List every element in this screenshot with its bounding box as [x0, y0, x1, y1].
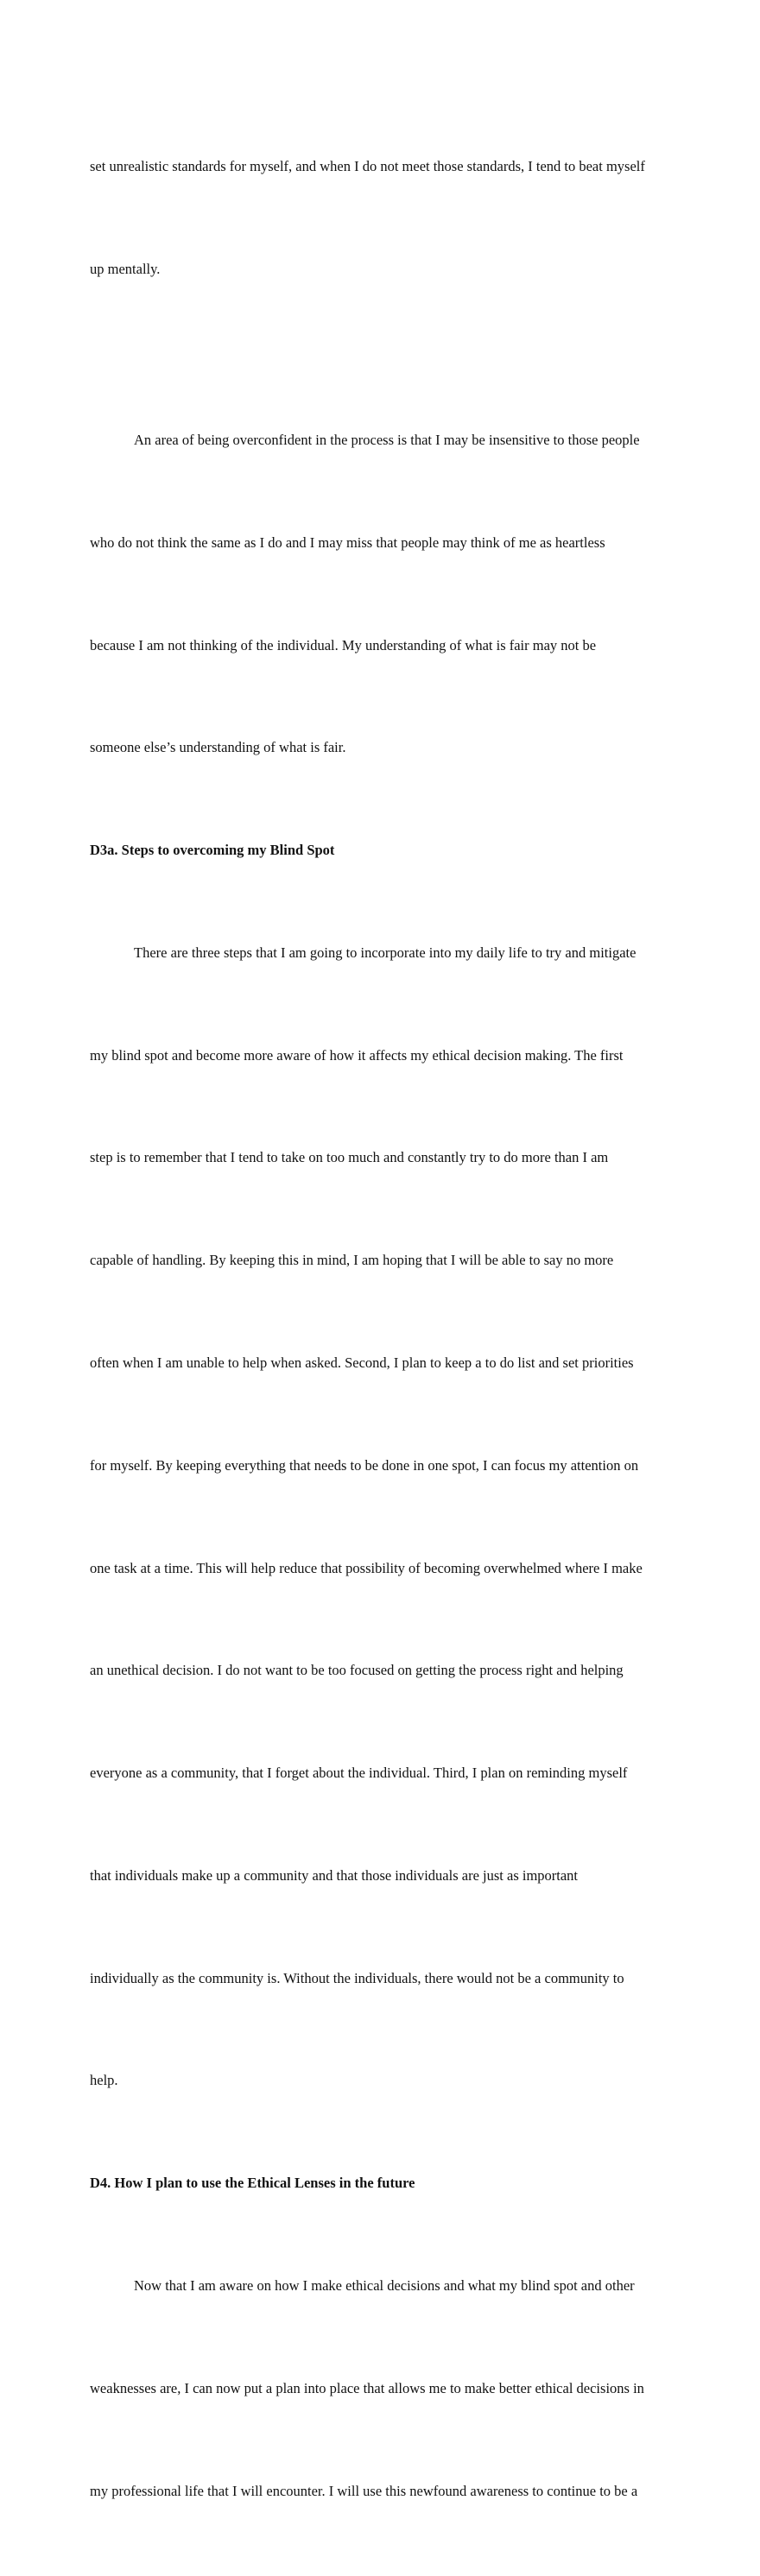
- text-line: one task at a time. This will help reduce that possibility of becoming overwhelmed where I make: [90, 1559, 643, 1576]
- text-line: my professional life that I will encounter. I will use this newfound awareness to continue to be a: [90, 2482, 638, 2499]
- text-line: An area of being overconfident in the process is that I may be insensitive to those people: [134, 431, 640, 448]
- text-line: an unethical decision. I do not want to be too focused on getting the process right and helping: [90, 1662, 624, 1679]
- text-line: set unrealistic standards for myself, and when I do not meet those standards, I tend to beat myself: [90, 158, 645, 175]
- paragraph-3: [90, 868, 675, 2167]
- text-line: my blind spot and become more aware of how it affects my ethical decision making. The first: [90, 1046, 624, 1064]
- text-line: everyone as a community, that I forget about the individual. Third, I plan on reminding myself: [90, 1765, 628, 1782]
- text-line: step is to remember that I tend to take on too much and constantly try to do more than I am: [90, 1149, 609, 1166]
- text-line: help.: [90, 2072, 118, 2089]
- text-line: someone else’s understanding of what is fair.: [90, 739, 346, 756]
- text-line: capable of handling. By keeping this in mind, I am hoping that I will be able to say no more: [90, 1252, 614, 1269]
- document-body: [90, 81, 675, 2576]
- paragraph-2: [90, 355, 675, 833]
- paragraph-4: [90, 2200, 675, 2576]
- text-line: individually as the community is. Without the individuals, there would not be a community to: [90, 1969, 624, 1986]
- text-line: up mentally.: [90, 260, 161, 277]
- text-line: There are three steps that I am going to incorporate into my daily life to try and mitigate: [134, 944, 636, 961]
- text-line: often when I am unable to help when asked. Second, I plan to keep a to do list and set priorities: [90, 1354, 634, 1371]
- section-heading-d4: D4. How I plan to use the Ethical Lenses in the future: [90, 2175, 415, 2192]
- paragraph-1: [90, 81, 675, 355]
- text-line: that individuals make up a community and that those individuals are just as important: [90, 1866, 579, 1884]
- text-line: for myself. By keeping everything that needs to be done in one spot, I can focus my attention on: [90, 1456, 639, 1474]
- text-line: Now that I am aware on how I make ethical decisions and what my blind spot and other: [134, 2277, 635, 2294]
- section-heading-d3a: D3a. Steps to overcoming my Blind Spot: [90, 842, 335, 859]
- text-line: who do not think the same as I do and I may miss that people may think of me as heartless: [90, 534, 605, 551]
- text-line: because I am not thinking of the individual. My understanding of what is fair may not be: [90, 636, 597, 653]
- text-line: weaknesses are, I can now put a plan into place that allows me to make better ethical decisions in: [90, 2379, 644, 2396]
